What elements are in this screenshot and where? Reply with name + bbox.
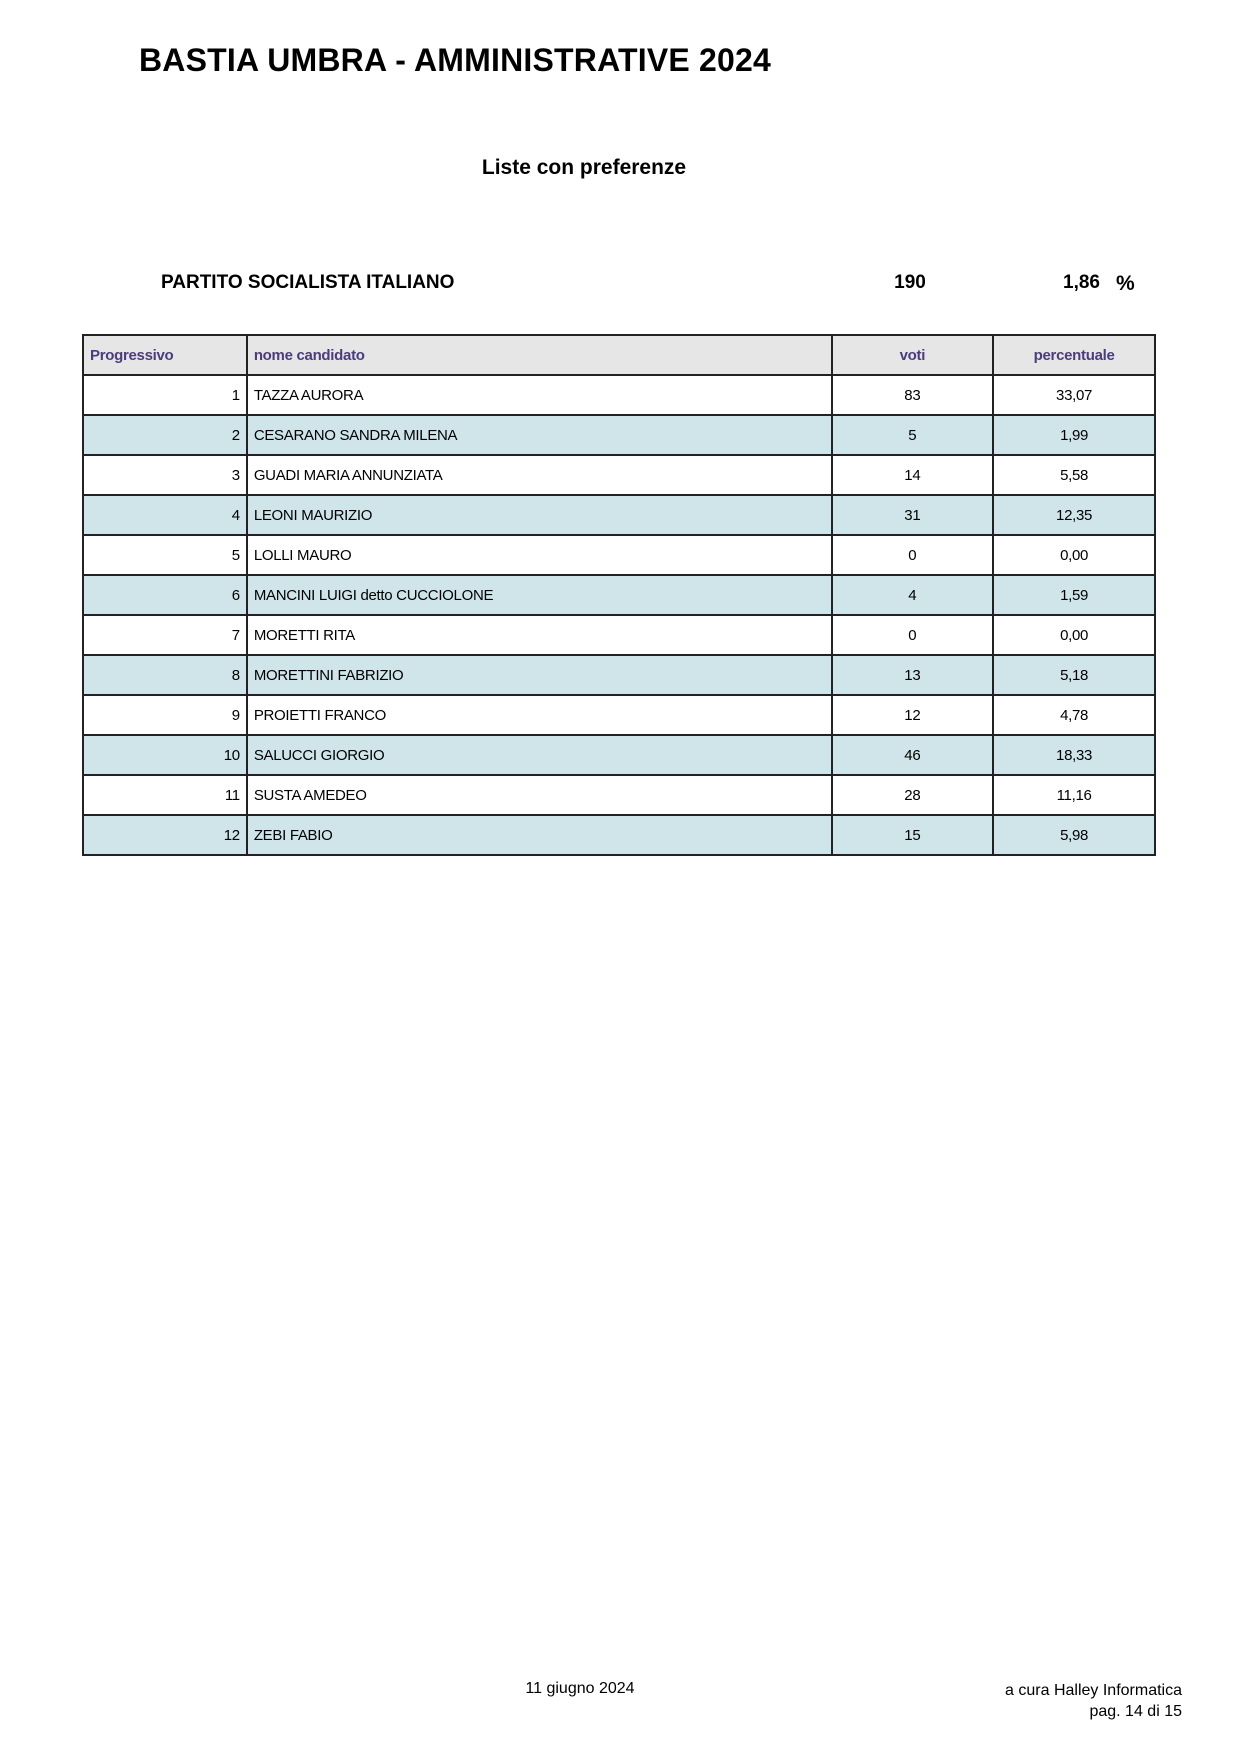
cell-nome: GUADI MARIA ANNUNZIATA xyxy=(247,455,832,495)
cell-percentuale: 0,00 xyxy=(993,615,1155,655)
cell-voti: 0 xyxy=(832,535,994,575)
page-title: BASTIA UMBRA - AMMINISTRATIVE 2024 xyxy=(139,42,772,78)
cell-nome: MORETTI RITA xyxy=(247,615,832,655)
cell-progressivo: 5 xyxy=(83,535,247,575)
cell-progressivo: 11 xyxy=(83,775,247,815)
table-row xyxy=(83,655,1155,695)
table-row xyxy=(83,575,1155,615)
cell-progressivo: 8 xyxy=(83,655,247,695)
cell-voti: 83 xyxy=(832,375,994,415)
footer-date: 11 giugno 2024 xyxy=(525,1680,635,1697)
cell-progressivo: 1 xyxy=(83,375,247,415)
cell-progressivo: 9 xyxy=(83,695,247,735)
cell-progressivo: 6 xyxy=(83,575,247,615)
table-row xyxy=(83,695,1155,735)
cell-percentuale: 12,35 xyxy=(993,495,1155,535)
cell-progressivo: 3 xyxy=(83,455,247,495)
footer-credit: a cura Halley Informatica xyxy=(1005,1682,1182,1699)
footer-credit-block xyxy=(1005,1680,1182,1722)
cell-voti: 14 xyxy=(832,455,994,495)
column-header-percentuale: percentuale xyxy=(993,335,1155,375)
cell-percentuale: 5,18 xyxy=(993,655,1155,695)
cell-percentuale: 18,33 xyxy=(993,735,1155,775)
table-row xyxy=(83,615,1155,655)
table-row xyxy=(83,775,1155,815)
cell-nome: SUSTA AMEDEO xyxy=(247,775,832,815)
cell-percentuale: 1,99 xyxy=(993,415,1155,455)
cell-nome: CESARANO SANDRA MILENA xyxy=(247,415,832,455)
table-row xyxy=(83,735,1155,775)
cell-voti: 15 xyxy=(832,815,994,855)
cell-voti: 4 xyxy=(832,575,994,615)
cell-nome: PROIETTI FRANCO xyxy=(247,695,832,735)
party-percent-symbol: % xyxy=(1116,272,1135,295)
cell-progressivo: 2 xyxy=(83,415,247,455)
cell-progressivo: 4 xyxy=(83,495,247,535)
cell-progressivo: 10 xyxy=(83,735,247,775)
cell-voti: 0 xyxy=(832,615,994,655)
cell-percentuale: 33,07 xyxy=(993,375,1155,415)
candidates-table xyxy=(82,334,1156,856)
cell-voti: 46 xyxy=(832,735,994,775)
cell-percentuale: 4,78 xyxy=(993,695,1155,735)
table-row xyxy=(83,375,1155,415)
cell-voti: 5 xyxy=(832,415,994,455)
cell-voti: 31 xyxy=(832,495,994,535)
table-row xyxy=(83,495,1155,535)
cell-voti: 13 xyxy=(832,655,994,695)
cell-nome: MANCINI LUIGI detto CUCCIOLONE xyxy=(247,575,832,615)
cell-progressivo: 12 xyxy=(83,815,247,855)
table-row xyxy=(83,535,1155,575)
column-header-nome: nome candidato xyxy=(247,335,832,375)
column-header-progressivo: Progressivo xyxy=(83,335,247,375)
cell-nome: SALUCCI GIORGIO xyxy=(247,735,832,775)
cell-nome: MORETTINI FABRIZIO xyxy=(247,655,832,695)
section-subtitle: Liste con preferenze xyxy=(481,156,687,179)
cell-nome: TAZZA AURORA xyxy=(247,375,832,415)
table-row xyxy=(83,415,1155,455)
cell-percentuale: 0,00 xyxy=(993,535,1155,575)
cell-percentuale: 5,98 xyxy=(993,815,1155,855)
party-name: PARTITO SOCIALISTA ITALIANO xyxy=(161,272,455,293)
column-header-voti: voti xyxy=(832,335,994,375)
cell-progressivo: 7 xyxy=(83,615,247,655)
cell-percentuale: 1,59 xyxy=(993,575,1155,615)
party-votes: 190 xyxy=(894,272,926,293)
party-percent: 1,86 xyxy=(1063,272,1100,293)
table-row xyxy=(83,455,1155,495)
table-row xyxy=(83,815,1155,855)
table-header-row xyxy=(83,335,1155,375)
cell-percentuale: 11,16 xyxy=(993,775,1155,815)
cell-voti: 12 xyxy=(832,695,994,735)
cell-percentuale: 5,58 xyxy=(993,455,1155,495)
footer-page-number: pag. 14 di 15 xyxy=(1089,1703,1182,1720)
cell-voti: 28 xyxy=(832,775,994,815)
party-summary xyxy=(0,272,1240,300)
cell-nome: LEONI MAURIZIO xyxy=(247,495,832,535)
cell-nome: ZEBI FABIO xyxy=(247,815,832,855)
cell-nome: LOLLI MAURO xyxy=(247,535,832,575)
